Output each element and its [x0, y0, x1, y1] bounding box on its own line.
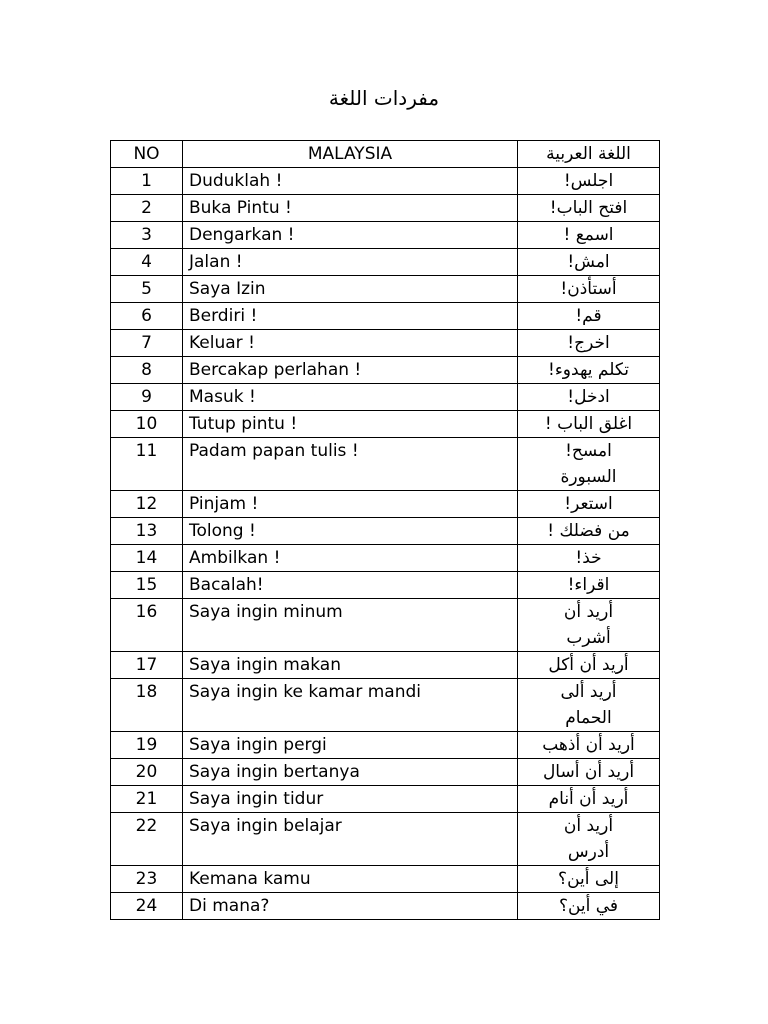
- row-number: 13: [111, 518, 183, 545]
- row-number: 4: [111, 249, 183, 276]
- arabic-phrase: [518, 438, 660, 491]
- header-no: NO: [111, 141, 183, 168]
- table-header-row: [111, 141, 660, 168]
- arabic-phrase: [518, 732, 660, 759]
- malay-phrase: Saya ingin makan: [183, 652, 518, 679]
- table-row: [111, 545, 660, 572]
- arabic-phrase-text: أريد أن أسال: [542, 762, 635, 782]
- row-number: 20: [111, 759, 183, 786]
- arabic-phrase: [518, 276, 660, 303]
- arabic-phrase-text: اغلق الباب !: [544, 414, 633, 434]
- table-body: [111, 141, 660, 920]
- table-row: [111, 599, 660, 652]
- arabic-phrase-text: اقراء!: [567, 575, 610, 595]
- row-number: 9: [111, 384, 183, 411]
- row-number: 21: [111, 786, 183, 813]
- arabic-phrase: [518, 786, 660, 813]
- table-row: [111, 759, 660, 786]
- arabic-phrase: [518, 893, 660, 920]
- arabic-phrase-text: افتح الباب!: [549, 198, 628, 218]
- row-number: 11: [111, 438, 183, 491]
- malay-phrase: Saya ingin tidur: [183, 786, 518, 813]
- row-number: 14: [111, 545, 183, 572]
- table-row: [111, 276, 660, 303]
- arabic-phrase: [518, 491, 660, 518]
- malay-phrase: Bacalah!: [183, 572, 518, 599]
- table-row: [111, 168, 660, 195]
- arabic-phrase: [518, 357, 660, 384]
- malay-phrase: Ambilkan !: [183, 545, 518, 572]
- arabic-phrase: [518, 518, 660, 545]
- row-number: 15: [111, 572, 183, 599]
- arabic-phrase: [518, 195, 660, 222]
- arabic-phrase: [518, 168, 660, 195]
- malay-phrase: Keluar !: [183, 330, 518, 357]
- header-arabic: اللغة العربية: [518, 141, 660, 168]
- arabic-phrase-text: امش!: [567, 252, 610, 272]
- table-row: [111, 357, 660, 384]
- arabic-phrase: [518, 222, 660, 249]
- table-row: [111, 330, 660, 357]
- arabic-phrase-text: اجلس!: [563, 171, 614, 191]
- row-number: 7: [111, 330, 183, 357]
- arabic-phrase: [518, 572, 660, 599]
- arabic-phrase-text: قم!: [575, 306, 602, 326]
- row-number: 5: [111, 276, 183, 303]
- arabic-phrase: [518, 652, 660, 679]
- malay-phrase: Tutup pintu !: [183, 411, 518, 438]
- arabic-phrase-text: أريد أن أذهب: [542, 735, 635, 755]
- header-malaysia: MALAYSIA: [183, 141, 518, 168]
- malay-phrase: Masuk !: [183, 384, 518, 411]
- page-title: مفردات اللغة: [328, 86, 440, 110]
- malay-phrase: Tolong !: [183, 518, 518, 545]
- arabic-phrase-text: خذ!: [575, 548, 602, 568]
- row-number: 22: [111, 813, 183, 866]
- arabic-phrase-text: أريد أن أنام: [548, 789, 629, 809]
- table-row: [111, 652, 660, 679]
- arabic-phrase-text: أريد أن أكل: [548, 655, 629, 675]
- arabic-phrase-text: اسمع !: [563, 225, 614, 245]
- malay-phrase: Berdiri !: [183, 303, 518, 330]
- table-row: [111, 411, 660, 438]
- arabic-phrase: [518, 249, 660, 276]
- row-number: 18: [111, 679, 183, 732]
- malay-phrase: Duduklah !: [183, 168, 518, 195]
- malay-phrase: Saya ingin ke kamar mandi: [183, 679, 518, 732]
- row-number: 16: [111, 599, 183, 652]
- arabic-phrase-text: في أين؟: [558, 896, 619, 916]
- table-row: [111, 249, 660, 276]
- row-number: 2: [111, 195, 183, 222]
- row-number: 1: [111, 168, 183, 195]
- row-number: 12: [111, 491, 183, 518]
- table-row: [111, 786, 660, 813]
- arabic-phrase-text: إلى أين؟: [558, 869, 619, 889]
- malay-phrase: Buka Pintu !: [183, 195, 518, 222]
- row-number: 23: [111, 866, 183, 893]
- arabic-phrase: [518, 330, 660, 357]
- table-row: [111, 384, 660, 411]
- row-number: 19: [111, 732, 183, 759]
- malay-phrase: Saya ingin minum: [183, 599, 518, 652]
- row-number: 8: [111, 357, 183, 384]
- table-row: [111, 222, 660, 249]
- table-row: [111, 893, 660, 920]
- arabic-phrase-text: أريد أن أدرس: [563, 816, 614, 862]
- arabic-phrase: [518, 384, 660, 411]
- vocabulary-table: [110, 140, 660, 920]
- arabic-phrase-text: استعر!: [564, 494, 613, 514]
- table-row: [111, 572, 660, 599]
- malay-phrase: Jalan !: [183, 249, 518, 276]
- row-number: 17: [111, 652, 183, 679]
- malay-phrase: Saya ingin pergi: [183, 732, 518, 759]
- arabic-phrase: [518, 411, 660, 438]
- arabic-phrase-text: اخرج!: [567, 333, 610, 353]
- table-row: [111, 518, 660, 545]
- row-number: 6: [111, 303, 183, 330]
- malay-phrase: Bercakap perlahan !: [183, 357, 518, 384]
- row-number: 10: [111, 411, 183, 438]
- arabic-phrase: [518, 599, 660, 652]
- table-row: [111, 491, 660, 518]
- malay-phrase: Di mana?: [183, 893, 518, 920]
- row-number: 24: [111, 893, 183, 920]
- malay-phrase: Kemana kamu: [183, 866, 518, 893]
- arabic-phrase: [518, 679, 660, 732]
- table-row: [111, 813, 660, 866]
- arabic-phrase: [518, 545, 660, 572]
- table-row: [111, 866, 660, 893]
- arabic-phrase: [518, 759, 660, 786]
- malay-phrase: Saya ingin bertanya: [183, 759, 518, 786]
- arabic-phrase-text: أريد ألى الحمام: [560, 682, 617, 728]
- table-row: [111, 438, 660, 491]
- arabic-phrase-text: أستأذن!: [560, 279, 617, 299]
- malay-phrase: Dengarkan !: [183, 222, 518, 249]
- table-row: [111, 195, 660, 222]
- table-row: [111, 679, 660, 732]
- arabic-phrase: [518, 813, 660, 866]
- arabic-phrase: [518, 303, 660, 330]
- arabic-phrase-text: تكلم يهدوء!: [548, 360, 629, 380]
- table-row: [111, 303, 660, 330]
- arabic-phrase-text: ادخل!: [567, 387, 610, 407]
- malay-phrase: Padam papan tulis !: [183, 438, 518, 491]
- malay-phrase: Pinjam !: [183, 491, 518, 518]
- malay-phrase: Saya ingin belajar: [183, 813, 518, 866]
- row-number: 3: [111, 222, 183, 249]
- arabic-phrase-text: أريد أن أشرب: [563, 602, 614, 648]
- arabic-phrase-text: من فضلك !: [547, 521, 630, 541]
- arabic-phrase: [518, 866, 660, 893]
- arabic-phrase-text: امسح! السبورة: [560, 441, 617, 487]
- malay-phrase: Saya Izin: [183, 276, 518, 303]
- table-row: [111, 732, 660, 759]
